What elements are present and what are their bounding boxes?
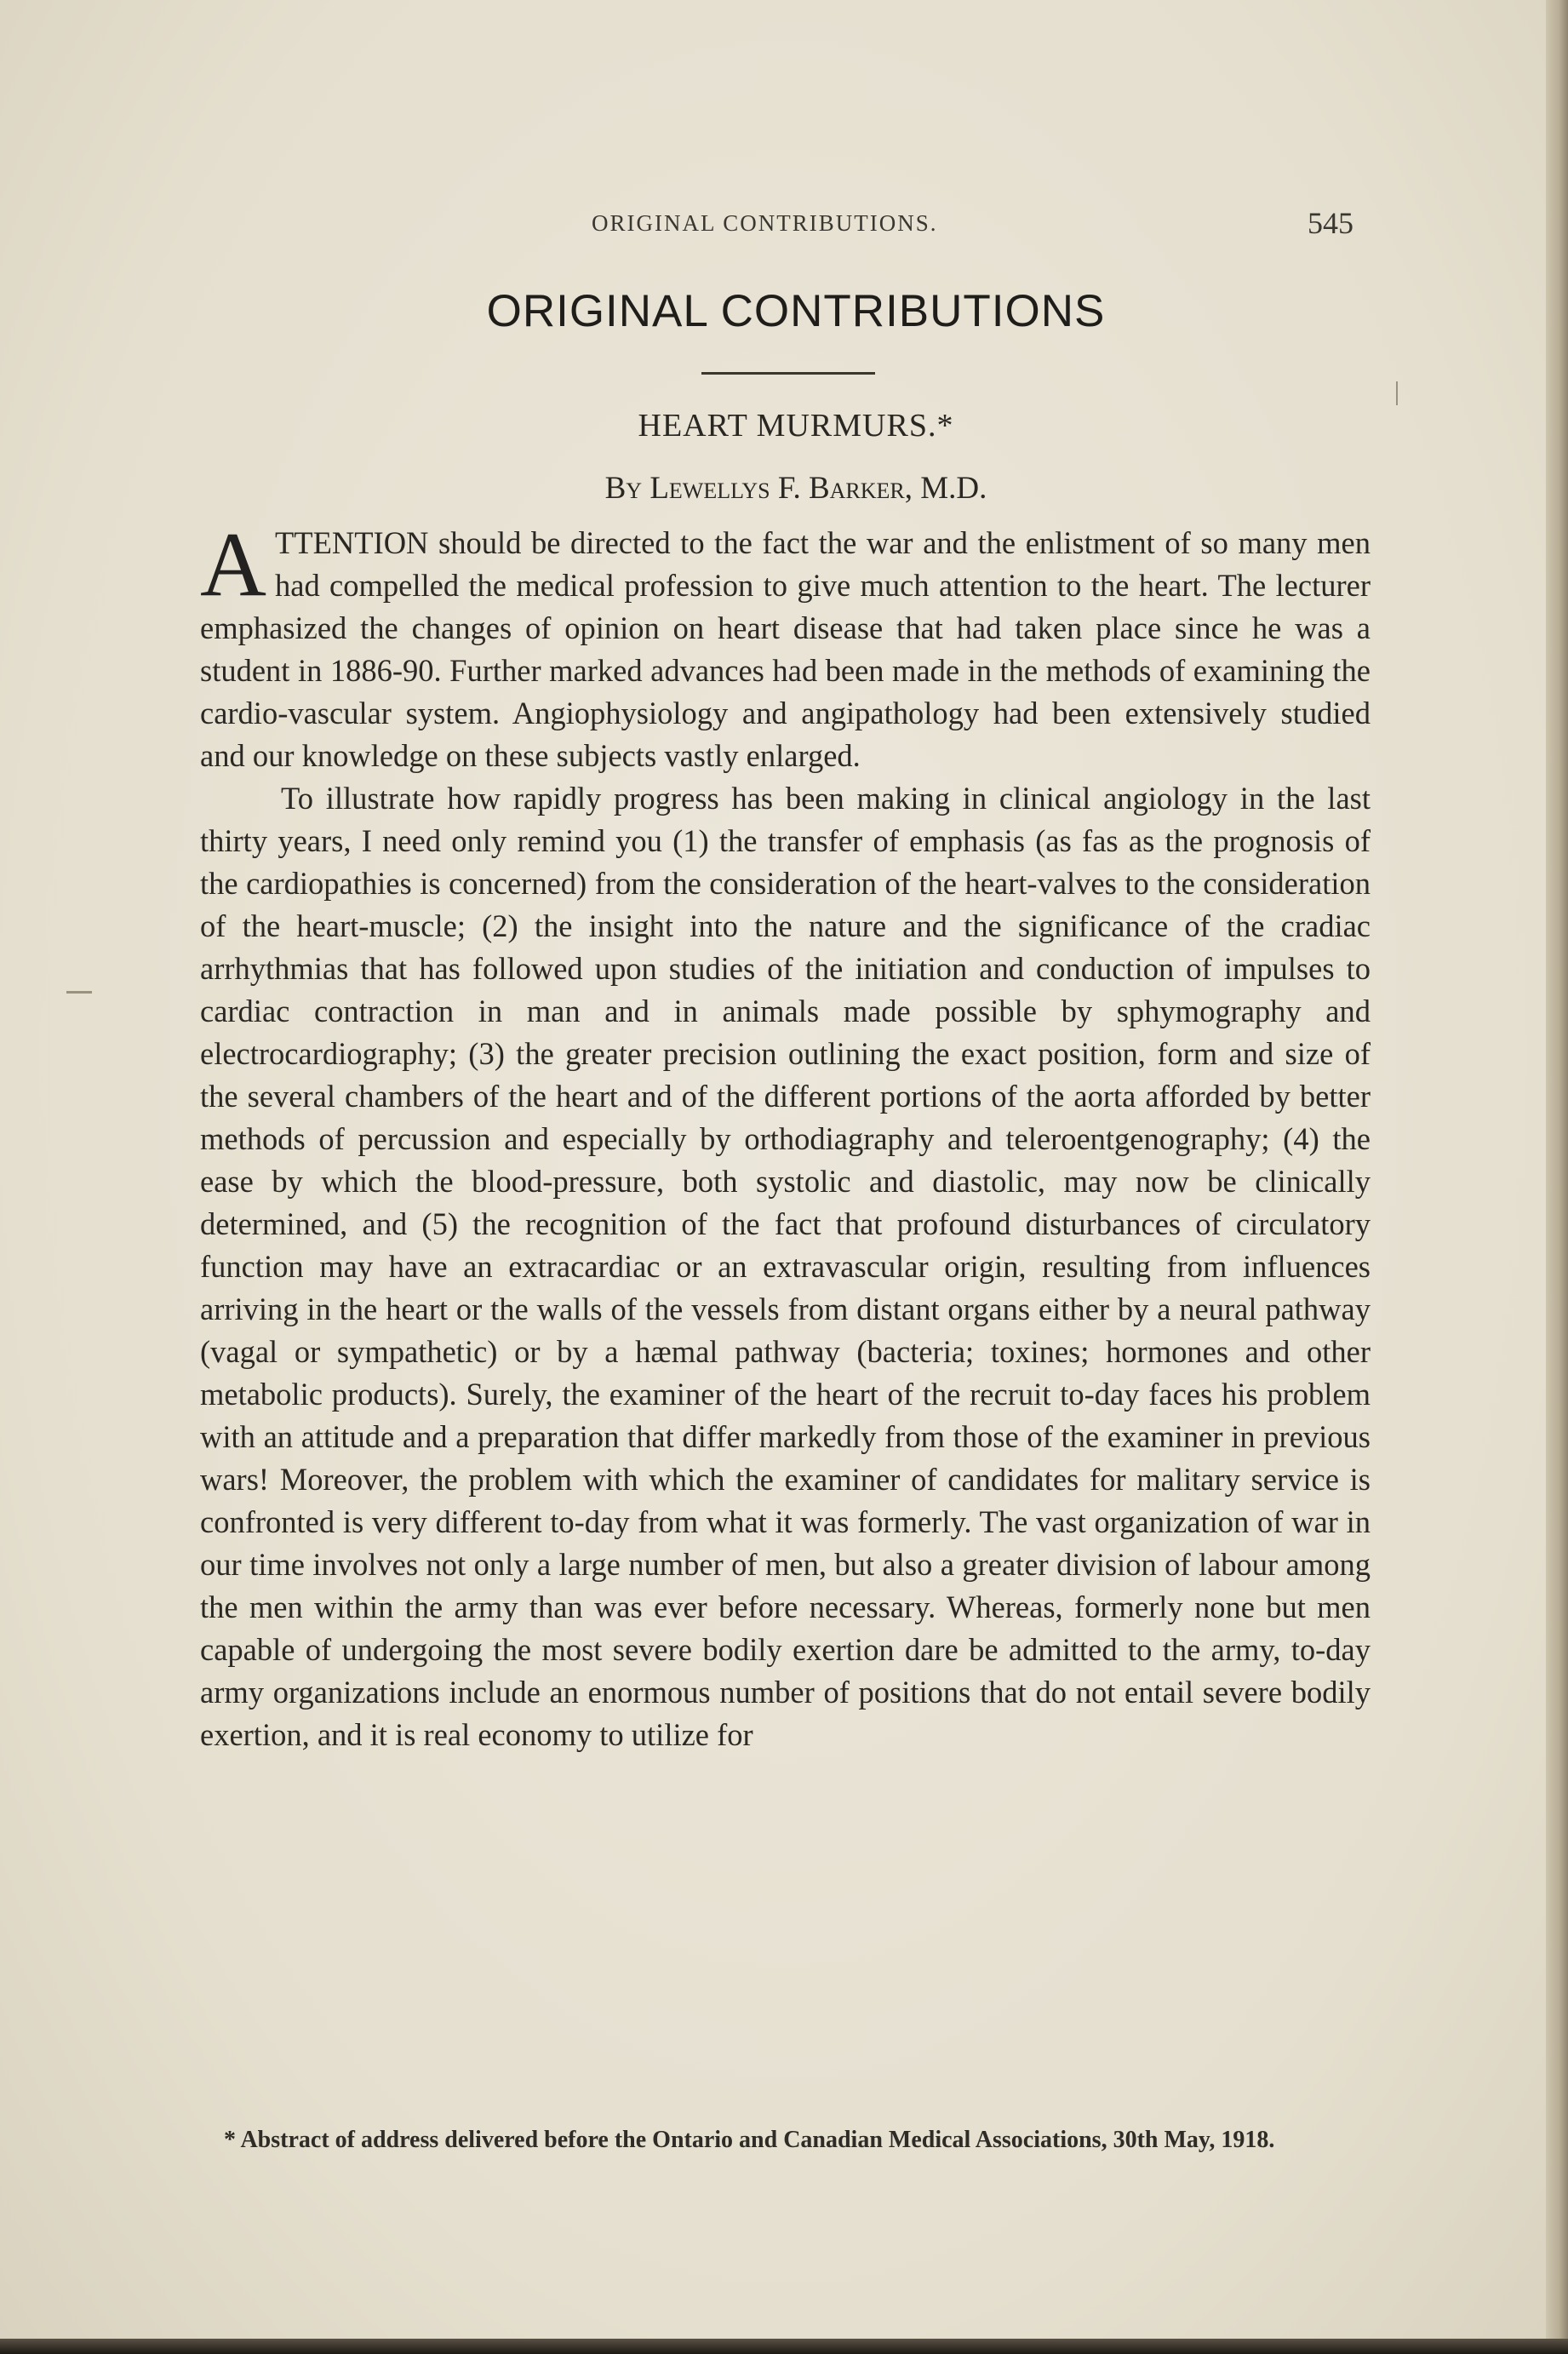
running-head-title: ORIGINAL CONTRIBUTIONS. xyxy=(592,210,938,236)
footnote: * Abstract of address delivered before the Ontario and Canadian Medical Associations, 30th May, 1918. xyxy=(224,2127,1275,2153)
running-head xyxy=(255,206,1362,253)
article-title: HEART MURMURS.* xyxy=(638,408,954,444)
page-number: 545 xyxy=(1308,206,1353,240)
paragraph-1-text: TTENTION should be directed to the fact the war and the enlistment of so many men had compelled the medical profession to give much attention to the heart. The lecturer emphasized the changes of opinion on heart disease that had taken place since he was a student in 1886-90. Further marked advances had been made in the methods of examining the cardio-vascular system. Angiophysiology and angipathology had been extensively studied and our knowledge on these subjects vastly enlarged. xyxy=(200,525,1371,773)
byline-prefix: By xyxy=(604,471,643,506)
page-edge-right xyxy=(1546,0,1568,2354)
paragraph-1 xyxy=(200,514,1371,777)
article-body xyxy=(200,514,1371,1756)
byline-name: Lewellys F. Barker, xyxy=(650,471,913,506)
paragraph-2: To illustrate how rapidly progress has been making in clinical angiology in the last thirty years, I need only remind you (1) the transfer of emphasis (as fas as the prognosis of the cardiopathies is concerned) from the consideration of the heart-valves to the consideration of the heart-muscle; (2) the insight into the nature and the significance of the cradiac arrhythmias that has followed upon studies of the initiation and conduction of impulses to cardiac contraction in man and in animals made possible by sphymography and electrocardiography; (3) the greater precision outlining the exact position, form and size of the several chambers of the heart and of the different portions of the aorta afforded by better methods of percussion and especially by orthodiagraphy and teleroentgenography; (4) the ease by which the blood-pressure, both systolic and diastolic, may now be clinically determined, and (5) the recognition of the fact that profound disturbances of circulatory function may have an extracardiac or an extravascular origin, resulting from influences arriving in the heart or the walls of the vessels from distant organs either by a neural pathway (vagal or sympathetic) or by a hæmal pathway (bacteria; toxines; hormones and other metabolic products). Surely, the examiner of the heart of the recruit to-day faces his problem with an attitude and a preparation that differ markedly from those of the examiner in previous wars! Moreover, the problem with which the examiner of candidates for malitary service is confronted is very different to-day from what it was formerly. The vast organization of war in our time involves not only a large number of men, but also a greater division of labour among the men within the army than was ever before necessary. Whereas, formerly none but men capable of undergoing the most severe bodily exertion dare be admitted to the army, to-day army organizations include an enormous number of positions that do not entail severe bodily exertion, and it is real economy to utilize for xyxy=(200,781,1371,1752)
section-title: ORIGINAL CONTRIBUTIONS xyxy=(486,286,1106,336)
title-divider xyxy=(701,372,875,375)
drop-cap: A xyxy=(200,514,266,616)
byline-degree: M.D. xyxy=(920,471,987,506)
byline xyxy=(255,470,1336,507)
margin-mark xyxy=(1396,381,1398,405)
margin-mark xyxy=(66,991,92,994)
page-edge-bottom xyxy=(0,2339,1568,2354)
